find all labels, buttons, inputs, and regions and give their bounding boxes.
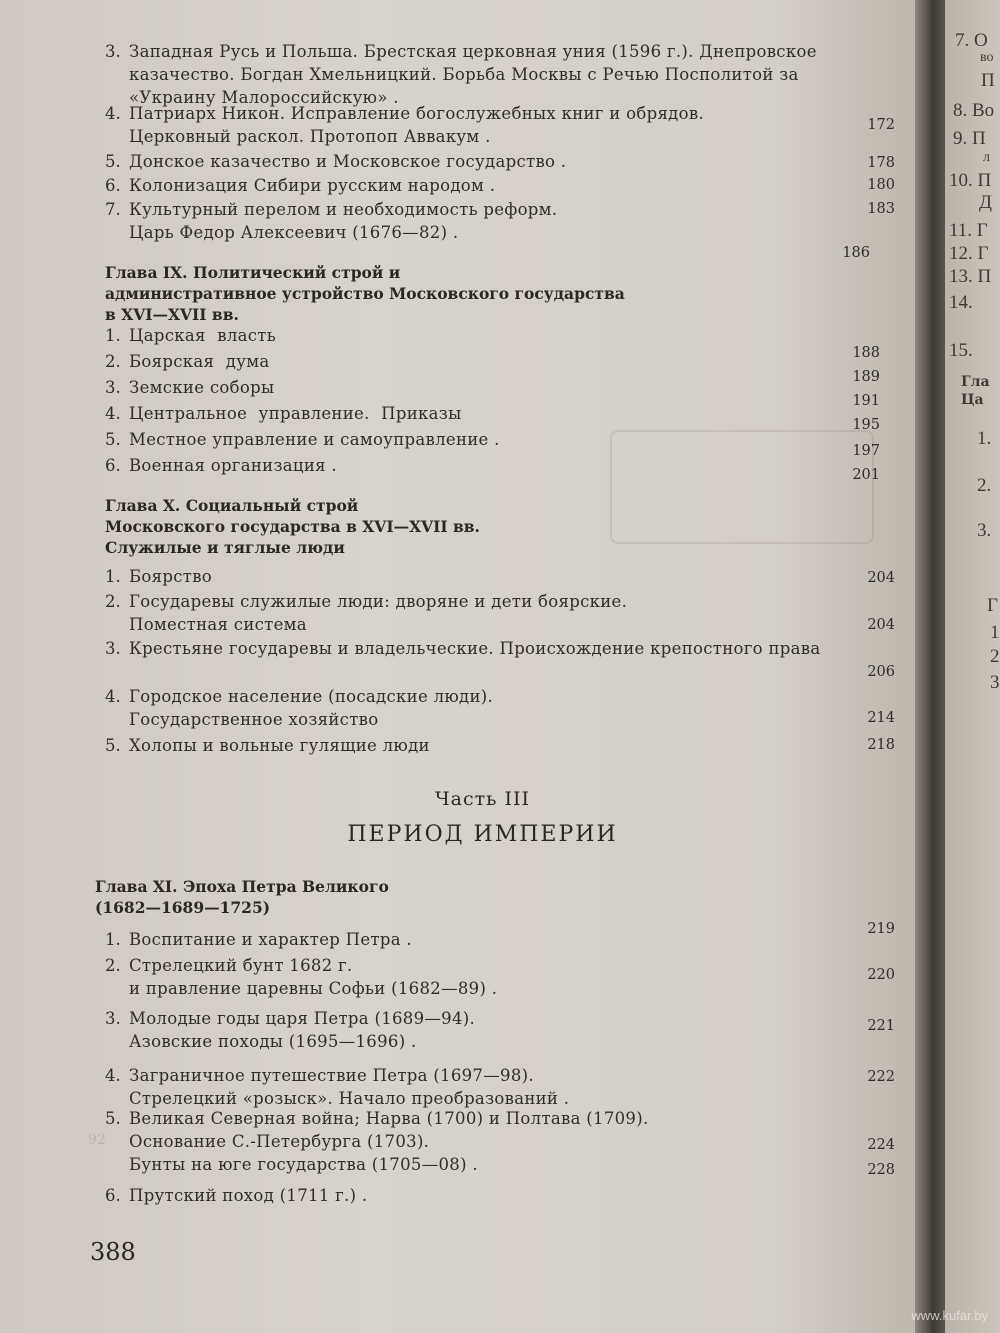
entry-number: 4. xyxy=(105,687,121,706)
entry-page: 204 xyxy=(867,617,895,633)
entry-page: 195 xyxy=(852,417,880,433)
book-gutter xyxy=(915,0,945,1333)
entry-title: Крестьяне государевы и владельческие. Происхождение крепостного права xyxy=(129,639,821,658)
facing-text: 1. xyxy=(977,428,992,449)
entry-number: 5. xyxy=(105,430,121,449)
facing-text: 10. П xyxy=(949,170,992,191)
entry-page: 191 xyxy=(852,393,880,409)
entry-number: 4. xyxy=(105,404,121,423)
facing-text: Г xyxy=(987,595,998,616)
entry-number: 1. xyxy=(105,567,121,586)
entry-title: Воспитание и характер Петра . xyxy=(129,930,412,949)
facing-text: 14. xyxy=(949,292,973,313)
entry-title: Великая Северная война; Нарва (1700) и Полтава (1709). Основание С.-Петербурга (1703). Бунты на юге государства (1705—08) . xyxy=(129,1109,649,1174)
facing-text: 8. Во xyxy=(953,100,995,121)
entry-number: 3. xyxy=(105,378,121,397)
chapter-heading: Глава XI. Эпоха Петра Великого (1682—1689—1725) xyxy=(95,877,389,917)
entry-number: 3. xyxy=(105,42,121,61)
entry-title: Военная организация . xyxy=(129,456,337,475)
entry-title: Местное управление и самоуправление . xyxy=(129,430,500,449)
facing-text: Гла xyxy=(961,374,990,390)
facing-text: 3 xyxy=(990,672,1000,693)
entry-title: Культурный перелом и необходимость реформ. Царь Федор Алексеевич (1676—82) . xyxy=(129,200,558,242)
entry-number: 4. xyxy=(105,1066,121,1085)
entry-number: 7. xyxy=(105,200,121,219)
entry-number: 2. xyxy=(105,592,121,611)
entry-page: 219 xyxy=(867,921,895,937)
entry-number: 6. xyxy=(105,456,121,475)
entry-page: 189 xyxy=(852,369,880,385)
entry-number: 5. xyxy=(105,736,121,755)
facing-text: 9. П xyxy=(953,128,986,149)
entry-page: 218 xyxy=(867,737,895,753)
facing-text: 12. Г xyxy=(949,243,989,264)
entry-page: 228 xyxy=(867,1162,895,1178)
entry-title: Заграничное путешествие Петра (1697—98). Стрелецкий «розыск». Начало преобразований . xyxy=(129,1066,570,1108)
entry-title: Центральное управление. Приказы xyxy=(129,404,462,423)
facing-text: 1 xyxy=(990,622,1000,643)
entry-title: Государевы служилые люди: дворяне и дети боярские. Поместная система xyxy=(129,592,628,634)
entry-title: Стрелецкий бунт 1682 г. и правление царевны Софьи (1682—89) . xyxy=(129,956,498,998)
entry-page: 214 xyxy=(867,710,895,726)
facing-page xyxy=(945,0,1000,1333)
entry-title: Боярская дума xyxy=(129,352,270,371)
facing-text: П xyxy=(981,70,995,91)
entry-number: 5. xyxy=(105,152,121,171)
entry-title: Городское население (посадские люди). Государственное хозяйство xyxy=(129,687,494,729)
facing-text: Ца xyxy=(961,392,984,408)
entry-number: 2. xyxy=(105,956,121,975)
entry-page: 222 xyxy=(867,1069,895,1085)
facing-text: 2 xyxy=(990,646,1000,667)
entry-number: 1. xyxy=(105,930,121,949)
entry-number: 5. xyxy=(105,1109,121,1128)
entry-page: 221 xyxy=(867,1018,895,1034)
entry-title: Холопы и вольные гулящие люди xyxy=(129,736,430,755)
chapter-heading: Глава X. Социальный строй Московского государства в XVI—XVII вв. Служилые и тяглые люди xyxy=(105,496,480,557)
entry-page: 220 xyxy=(867,967,895,983)
entry-title: Земские соборы xyxy=(129,378,275,397)
part-title: ПЕРИОД ИМПЕРИИ xyxy=(347,822,618,847)
entry-title: Донское казачество и Московское государство . xyxy=(129,152,567,171)
watermark: www.kufar.by xyxy=(911,1308,988,1323)
entry-title: Колонизация Сибири русским народом . xyxy=(129,176,496,195)
entry-number: 4. xyxy=(105,104,121,123)
entry-title: Прутский поход (1711 г.) . xyxy=(129,1186,368,1205)
entry-page: 197 xyxy=(852,443,880,459)
part-label: Часть III xyxy=(434,788,531,810)
entry-page: 206 xyxy=(867,664,895,680)
entry-title: Царская власть xyxy=(129,326,276,345)
entry-page: 186 xyxy=(842,245,870,261)
facing-text: л xyxy=(983,150,990,165)
page-number: 388 xyxy=(90,1238,136,1266)
entry-number: 1. xyxy=(105,326,121,345)
facing-text: 2. xyxy=(977,475,992,496)
entry-title: Молодые годы царя Петра (1689—94). Азовские походы (1695—1696) . xyxy=(129,1009,476,1051)
facing-text: во xyxy=(980,50,994,65)
entry-page: 204 xyxy=(867,570,895,586)
entry-number: 6. xyxy=(105,1186,121,1205)
entry-page: 180 xyxy=(867,177,895,193)
chapter-heading: Глава IX. Политический строй и административное устройство Московского государства в XVI—XVII вв. xyxy=(105,263,625,324)
facing-text: 15. xyxy=(949,340,973,361)
bleed-mark: 92 xyxy=(88,1132,106,1148)
entry-page: 183 xyxy=(867,201,895,217)
facing-text: Д xyxy=(979,192,992,213)
facing-text: 11. Г xyxy=(949,220,988,241)
entry-page: 188 xyxy=(852,345,880,361)
entry-title: Западная Русь и Польша. Брестская церковная уния (1596 г.). Днепровское казачество. Богдан Хмельницкий. Борьба Москвы с Речью Посполитой за «Украину Малороссийскую» . xyxy=(129,42,817,107)
entry-number: 6. xyxy=(105,176,121,195)
entry-number: 2. xyxy=(105,352,121,371)
entry-title: Боярство xyxy=(129,567,213,586)
entry-number: 3. xyxy=(105,1009,121,1028)
facing-text: 7. О xyxy=(955,30,988,51)
entry-page: 178 xyxy=(867,155,895,171)
entry-number: 3. xyxy=(105,639,121,658)
entry-page: 224 xyxy=(867,1137,895,1153)
facing-text: 3. xyxy=(977,520,992,541)
entry-page: 201 xyxy=(852,467,880,483)
entry-page: 172 xyxy=(867,117,895,133)
entry-title: Патриарх Никон. Исправление богослужебных книг и обрядов. Церковный раскол. Протопоп Аввакум . xyxy=(129,104,704,146)
facing-text: 13. П xyxy=(949,266,992,287)
